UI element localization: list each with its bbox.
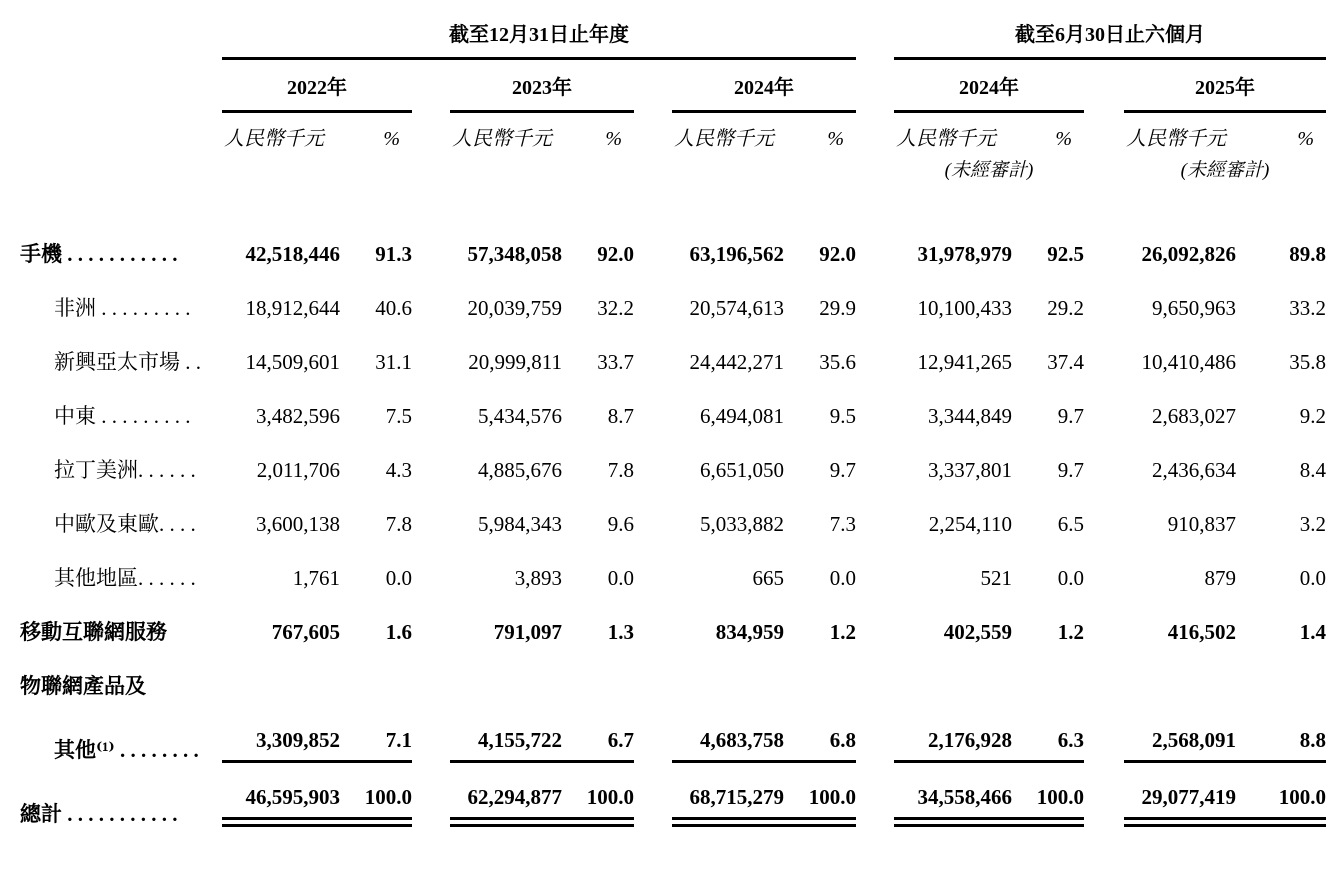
cell-amount: 2,254,110: [928, 512, 1012, 536]
cell-amount: 2,011,706: [256, 458, 340, 482]
cell-percent: 1.2: [1057, 620, 1084, 644]
cell-amount: 10,100,433: [917, 296, 1012, 320]
column-gap: [412, 763, 450, 827]
unit-header: 人民幣千元: [674, 128, 774, 150]
column-gap: [412, 537, 450, 591]
row-label: 拉丁美洲. . . . . .: [54, 458, 196, 482]
row-label: 總計 . . . . . . . . . . .: [20, 802, 178, 826]
column-gap: [634, 184, 672, 267]
cell-amount: 62,294,877: [450, 763, 562, 827]
column-gap: [634, 267, 672, 321]
year-header-row: [20, 59, 1326, 112]
cell-percent: 89.8: [1289, 242, 1326, 266]
cell-amount: 2,568,091: [1124, 699, 1236, 763]
row-label: 其他地區. . . . . .: [54, 566, 196, 590]
unaudited-note: (未經審計): [944, 160, 1034, 181]
cell-percent: 0.0: [607, 566, 634, 590]
column-gap: [856, 375, 894, 429]
column-gap: [634, 537, 672, 591]
column-gap: [412, 483, 450, 537]
cell-percent: 8.7: [607, 404, 634, 428]
row-label: 移動互聯網服務: [20, 620, 167, 644]
cell-amount: 4,155,722: [450, 699, 562, 763]
cell-percent: 6.5: [1057, 512, 1084, 536]
cell-amount: 2,176,928: [894, 699, 1012, 763]
section-title-interim: 截至6月30日止六個月: [894, 22, 1326, 59]
column-gap: [856, 483, 894, 537]
cell-amount: 9,650,963: [1152, 296, 1236, 320]
column-gap: [634, 375, 672, 429]
column-gap: [634, 429, 672, 483]
cell-percent: 7.3: [829, 512, 856, 536]
row-total: [20, 763, 1326, 827]
cell-percent: 29.9: [819, 296, 856, 320]
cell-amount: 5,984,343: [478, 512, 562, 536]
percent-header: %: [1297, 128, 1314, 150]
section-header-row: [20, 22, 1326, 59]
unit-header: 人民幣千元: [896, 128, 996, 150]
column-gap: [634, 699, 672, 763]
cell-percent: 33.2: [1289, 296, 1326, 320]
column-gap: [856, 537, 894, 591]
cell-amount: 2,683,027: [1152, 404, 1236, 428]
cell-percent: 100.0: [562, 763, 634, 827]
cell-amount: 24,442,271: [689, 350, 784, 374]
cell-amount: 402,559: [943, 620, 1012, 644]
cell-percent: 9.2: [1299, 404, 1326, 428]
column-gap: [634, 321, 672, 375]
cell-amount: 416,502: [1167, 620, 1236, 644]
column-gap: [856, 591, 894, 645]
row-iot-products-and: [20, 645, 1326, 699]
row-middle-east: [20, 375, 1326, 429]
cell-amount: 1,761: [292, 566, 340, 590]
cell-amount: 4,885,676: [478, 458, 562, 482]
cell-percent: 7.8: [607, 458, 634, 482]
cell-amount: 31,978,979: [917, 242, 1012, 266]
column-gap: [634, 645, 672, 699]
column-gap: [856, 763, 894, 827]
cell-amount: 34,558,466: [894, 763, 1012, 827]
percent-header: %: [383, 128, 400, 150]
column-gap: [412, 591, 450, 645]
column-gap: [412, 184, 450, 267]
cell-percent: 1.6: [385, 620, 412, 644]
cell-percent: 100.0: [1236, 763, 1326, 827]
row-label: 中歐及東歐. . . .: [54, 512, 196, 536]
year-2024-interim: 2024年: [894, 59, 1084, 112]
column-gap: [856, 429, 894, 483]
cell-percent: 100.0: [340, 763, 412, 827]
cell-percent: 35.6: [819, 350, 856, 374]
cell-percent: 1.2: [829, 620, 856, 644]
cell-amount: 3,482,596: [256, 404, 340, 428]
row-mobile-internet-services: [20, 591, 1326, 645]
cell-amount: 20,574,613: [689, 296, 784, 320]
row-label: 新興亞太市場 . .: [54, 350, 201, 374]
audit-note-row: [20, 152, 1326, 184]
row-label: 物聯網產品及: [20, 674, 146, 698]
cell-amount: 3,600,138: [256, 512, 340, 536]
column-gap: [634, 591, 672, 645]
cell-amount: 3,893: [514, 566, 562, 590]
column-gap: [1084, 537, 1124, 591]
cell-percent: 3.2: [1299, 512, 1326, 536]
column-gap: [1084, 699, 1124, 763]
cell-amount: 3,337,801: [928, 458, 1012, 482]
cell-percent: 1.3: [607, 620, 634, 644]
year-2025-interim: 2025年: [1124, 59, 1326, 112]
cell-percent: 100.0: [1012, 763, 1084, 827]
unit-header-row: [20, 112, 1326, 153]
column-gap: [412, 429, 450, 483]
cell-amount: 12,941,265: [917, 350, 1012, 374]
column-gap: [1084, 375, 1124, 429]
cell-amount: 3,344,849: [928, 404, 1012, 428]
cell-percent: 7.5: [385, 404, 412, 428]
cell-amount: 767,605: [271, 620, 340, 644]
column-gap: [1084, 267, 1124, 321]
cell-percent: 1.4: [1299, 620, 1326, 644]
row-others: [20, 699, 1326, 763]
cell-amount: 879: [1204, 566, 1236, 590]
row-africa: [20, 267, 1326, 321]
cell-amount: 910,837: [1167, 512, 1236, 536]
cell-amount: 10,410,486: [1141, 350, 1236, 374]
column-gap: [412, 321, 450, 375]
cell-percent: 37.4: [1047, 350, 1084, 374]
column-gap: [1084, 591, 1124, 645]
cell-amount: 20,039,759: [467, 296, 562, 320]
cell-percent: 92.5: [1047, 242, 1084, 266]
cell-amount: 665: [752, 566, 784, 590]
cell-amount: 6,651,050: [700, 458, 784, 482]
cell-amount: 63,196,562: [689, 242, 784, 266]
cell-percent: 8.8: [1236, 699, 1326, 763]
column-gap: [1084, 429, 1124, 483]
cell-amount: 3,309,852: [222, 699, 340, 763]
cell-amount: 18,912,644: [245, 296, 340, 320]
cell-amount: 6,494,081: [700, 404, 784, 428]
column-gap: [1084, 483, 1124, 537]
row-label: 手機 . . . . . . . . . . .: [20, 242, 178, 266]
cell-percent: 9.7: [1057, 404, 1084, 428]
cell-amount: 57,348,058: [467, 242, 562, 266]
cell-amount: 26,092,826: [1141, 242, 1236, 266]
revenue-breakdown-table: [20, 22, 1326, 827]
cell-percent: 0.0: [1299, 566, 1326, 590]
column-gap: [856, 699, 894, 763]
year-2024: 2024年: [672, 59, 856, 112]
cell-percent: 9.6: [607, 512, 634, 536]
column-gap: [856, 321, 894, 375]
cell-percent: 9.7: [1057, 458, 1084, 482]
column-gap: [1084, 184, 1124, 267]
cell-percent: 91.3: [375, 242, 412, 266]
section-title-annual: 截至12月31日止年度: [222, 22, 856, 59]
cell-amount: 14,509,601: [245, 350, 340, 374]
column-gap: [412, 645, 450, 699]
cell-percent: 0.0: [385, 566, 412, 590]
column-gap: [856, 184, 894, 267]
cell-amount: 29,077,419: [1124, 763, 1236, 827]
cell-percent: 40.6: [375, 296, 412, 320]
cell-percent: 92.0: [819, 242, 856, 266]
column-gap: [412, 699, 450, 763]
cell-percent: 31.1: [375, 350, 412, 374]
year-2022: 2022年: [222, 59, 412, 112]
cell-percent: 29.2: [1047, 296, 1084, 320]
cell-amount: 791,097: [493, 620, 562, 644]
cell-amount: 5,033,882: [700, 512, 784, 536]
column-gap: [412, 267, 450, 321]
cell-percent: 6.8: [784, 699, 856, 763]
unit-header: 人民幣千元: [224, 128, 324, 150]
unit-header: 人民幣千元: [452, 128, 552, 150]
cell-amount: 46,595,903: [222, 763, 340, 827]
section-gap: [856, 22, 894, 59]
cell-percent: 0.0: [1057, 566, 1084, 590]
row-mobile-phones: [20, 184, 1326, 267]
percent-header: %: [1055, 128, 1072, 150]
cell-amount: 5,434,576: [478, 404, 562, 428]
cell-percent: 8.4: [1299, 458, 1326, 482]
cell-percent: 100.0: [784, 763, 856, 827]
cell-percent: 0.0: [829, 566, 856, 590]
cell-amount: 68,715,279: [672, 763, 784, 827]
row-latin-america: [20, 429, 1326, 483]
unaudited-note: (未經審計): [1180, 160, 1270, 181]
cell-amount: 834,959: [715, 620, 784, 644]
cell-percent: 33.7: [597, 350, 634, 374]
column-gap: [1084, 763, 1124, 827]
column-gap: [1084, 645, 1124, 699]
row-label: 其他⁽¹⁾ . . . . . . . .: [54, 738, 199, 762]
percent-header: %: [827, 128, 844, 150]
cell-percent: 6.3: [1012, 699, 1084, 763]
cell-percent: 4.3: [385, 458, 412, 482]
row-central-eastern-europe: [20, 483, 1326, 537]
row-label: 中東 . . . . . . . . .: [54, 404, 191, 428]
cell-percent: 9.5: [829, 404, 856, 428]
column-gap: [1084, 321, 1124, 375]
cell-amount: 2,436,634: [1152, 458, 1236, 482]
cell-amount: 20,999,811: [468, 350, 562, 374]
cell-amount: 521: [980, 566, 1012, 590]
cell-percent: 7.8: [385, 512, 412, 536]
year-2023: 2023年: [450, 59, 634, 112]
column-gap: [634, 483, 672, 537]
cell-amount: 42,518,446: [245, 242, 340, 266]
cell-percent: 32.2: [597, 296, 634, 320]
row-emerging-asia-pacific: [20, 321, 1326, 375]
cell-percent: 35.8: [1289, 350, 1326, 374]
corner-cell: [20, 22, 222, 59]
cell-percent: 7.1: [340, 699, 412, 763]
column-gap: [856, 645, 894, 699]
cell-percent: 92.0: [597, 242, 634, 266]
cell-percent: 6.7: [562, 699, 634, 763]
column-gap: [412, 375, 450, 429]
cell-amount: 4,683,758: [672, 699, 784, 763]
percent-header: %: [605, 128, 622, 150]
column-gap: [634, 763, 672, 827]
column-gap: [856, 267, 894, 321]
cell-percent: 9.7: [829, 458, 856, 482]
row-label: 非洲 . . . . . . . . .: [54, 296, 191, 320]
unit-header: 人民幣千元: [1126, 128, 1226, 150]
row-other-regions: [20, 537, 1326, 591]
